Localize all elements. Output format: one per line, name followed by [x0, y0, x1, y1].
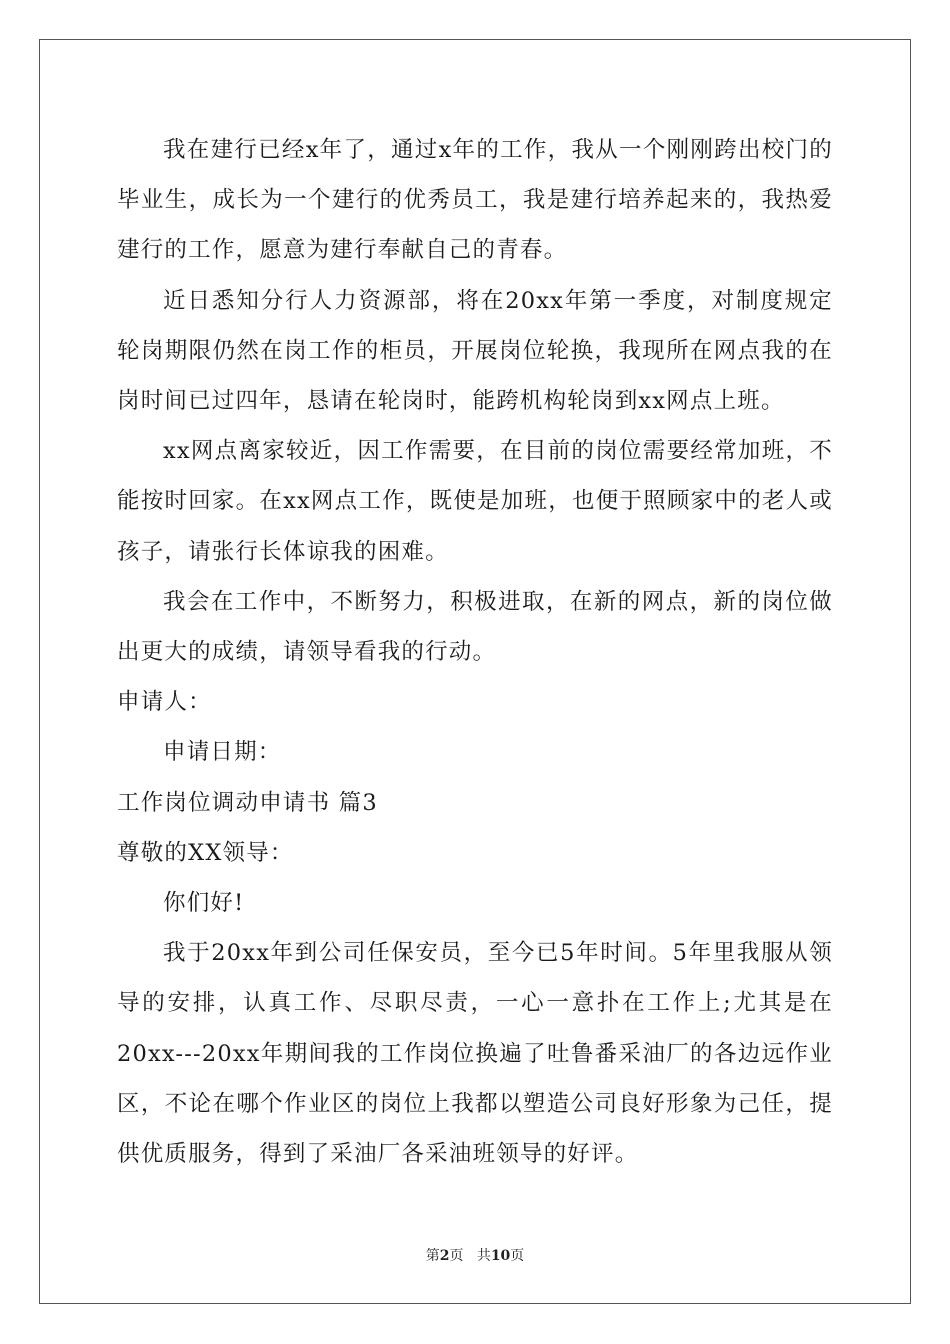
page-footer: [0, 1246, 950, 1266]
application-date-label: 申请日期：: [163, 739, 282, 766]
paragraph-body: 我于20xx年到公司任保安员，至今已5年时间。5年里我服从领导的安排，认真工作、尽职尽责，一心一意扑在工作上;尤其是在20xx---20xx年期间我的工作岗位换遍了吐鲁番采油厂的各边远作业区，不论在哪个作业区的岗位上我都以塑造公司良好形象为己任，提供优质服务，得到了采油厂各采油班领导的好评。: [117, 940, 833, 1168]
total-suffix: 页: [510, 1248, 525, 1264]
paragraph-4: 我会在工作中，不断努力，积极进取，在新的网点，新的岗位做出更大的成绩，请领导看我的行动。: [117, 588, 833, 666]
page-prefix: 第: [425, 1248, 440, 1264]
paragraph-1: 我在建行已经x年了，通过x年的工作，我从一个刚刚跨出校门的毕业生，成长为一个建行的优秀员工，我是建行培养起来的，我热爱建行的工作，愿意为建行奉献自己的青春。: [117, 137, 833, 264]
greeting: 你们好!: [163, 890, 245, 917]
page-number: 2: [439, 1248, 450, 1264]
applicant-label: 申请人：: [117, 689, 212, 716]
page-suffix: 页: [449, 1248, 464, 1264]
paragraph-2: 近日悉知分行人力资源部，将在20xx年第一季度，对制度规定轮岗期限仍然在岗工作的柜员，开展岗位轮换，我现所在网点我的在岗时间已过四年，恳请在轮岗时，能跨机构轮岗到xx网点上班。: [117, 287, 833, 415]
paragraph-3: xx网点离家较近，因工作需要，在目前的岗位需要经常加班，不能按时回家。在xx网点工作，既使是加班，也便于照顾家中的老人或孩子，请张行长体谅我的困难。: [117, 438, 833, 565]
salutation: 尊敬的XX领导：: [117, 839, 294, 866]
document-body: [117, 125, 833, 1179]
total-pages: 10: [490, 1248, 511, 1264]
section-heading: 工作岗位调动申请书 篇3: [117, 789, 378, 816]
total-prefix: 共: [476, 1248, 491, 1264]
